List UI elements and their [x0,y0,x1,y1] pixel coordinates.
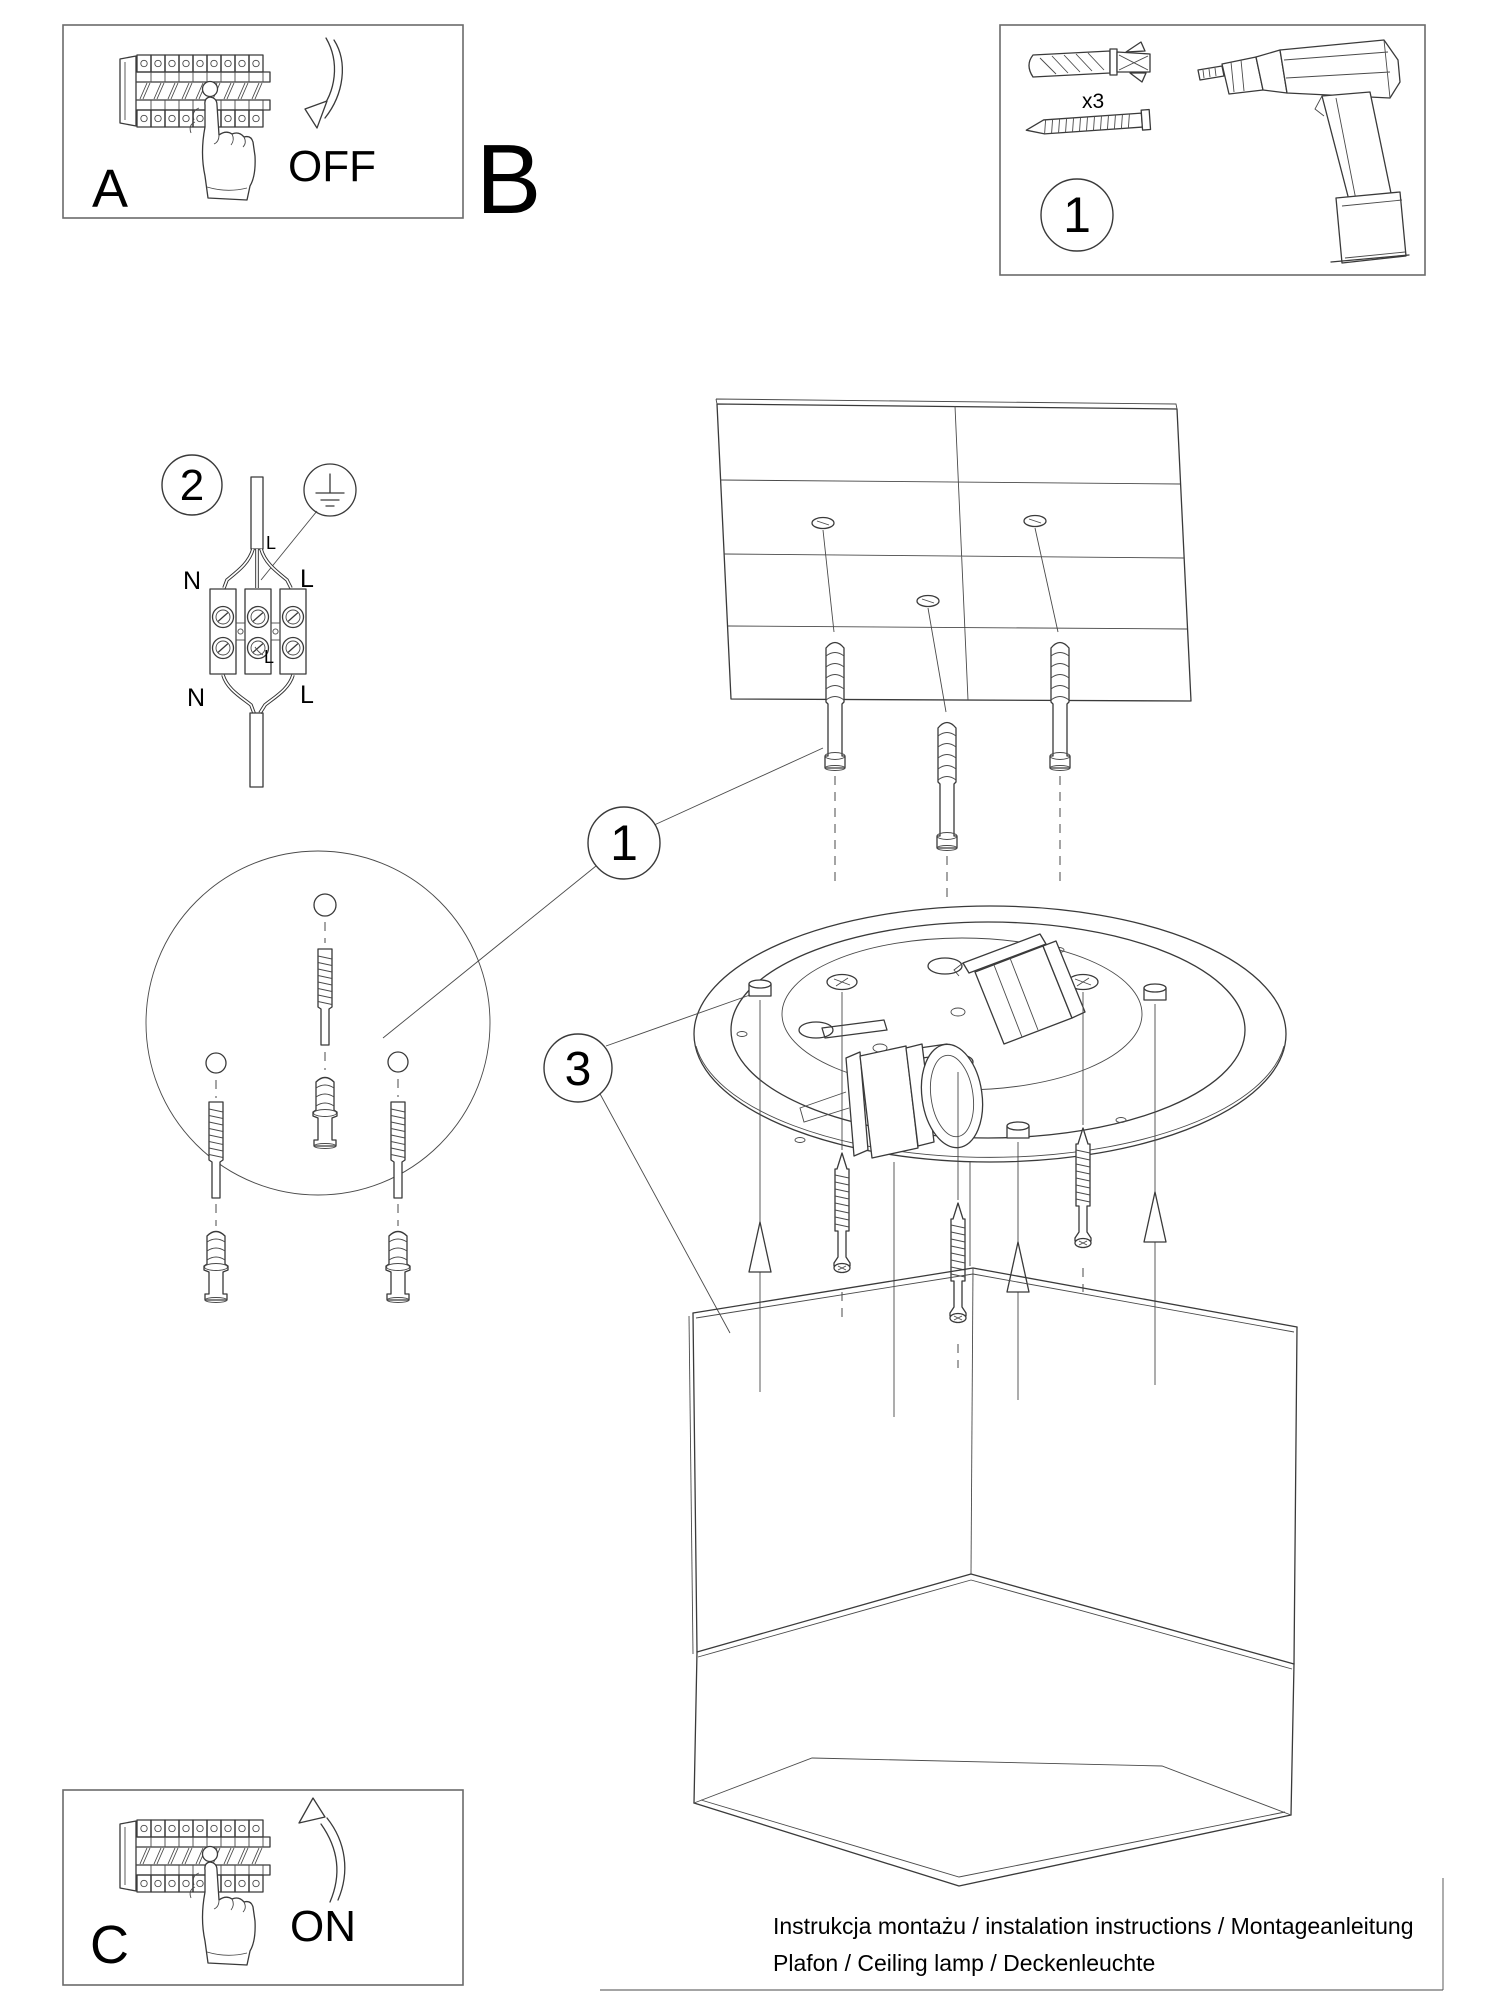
footer-line2: Plafon / Ceiling lamp / Deckenleuchte [773,1950,1156,1976]
panel-c-label: C [90,1915,129,1975]
wire-label-l-top: L [300,565,314,593]
wire-label-l-terminal: L [264,647,275,667]
svg-text:2: 2 [179,461,205,510]
off-label: OFF [288,142,376,191]
wire-label-n-bottom: N [186,684,206,712]
svg-text:1: 1 [1063,187,1091,243]
panel-a-label: A [92,159,129,219]
wire-label-n-top: N [182,567,202,595]
canopy-plate [694,906,1286,1162]
wire-label-l-cable: L [266,533,277,553]
step-2-badge [162,455,222,515]
section-b-label: B [476,124,542,234]
svg-text:3: 3 [564,1043,592,1096]
svg-text:1: 1 [610,815,638,871]
on-label: ON [290,1902,356,1951]
ceiling-panel [716,399,1191,712]
anchor-quantity-label: x3 [1082,90,1105,113]
footer-line1: Instrukcja montażu / instalation instructions / Montageanleitung [773,1913,1414,1939]
wire-label-l-bottom: L [300,681,314,709]
step-1-badge [1041,179,1113,251]
